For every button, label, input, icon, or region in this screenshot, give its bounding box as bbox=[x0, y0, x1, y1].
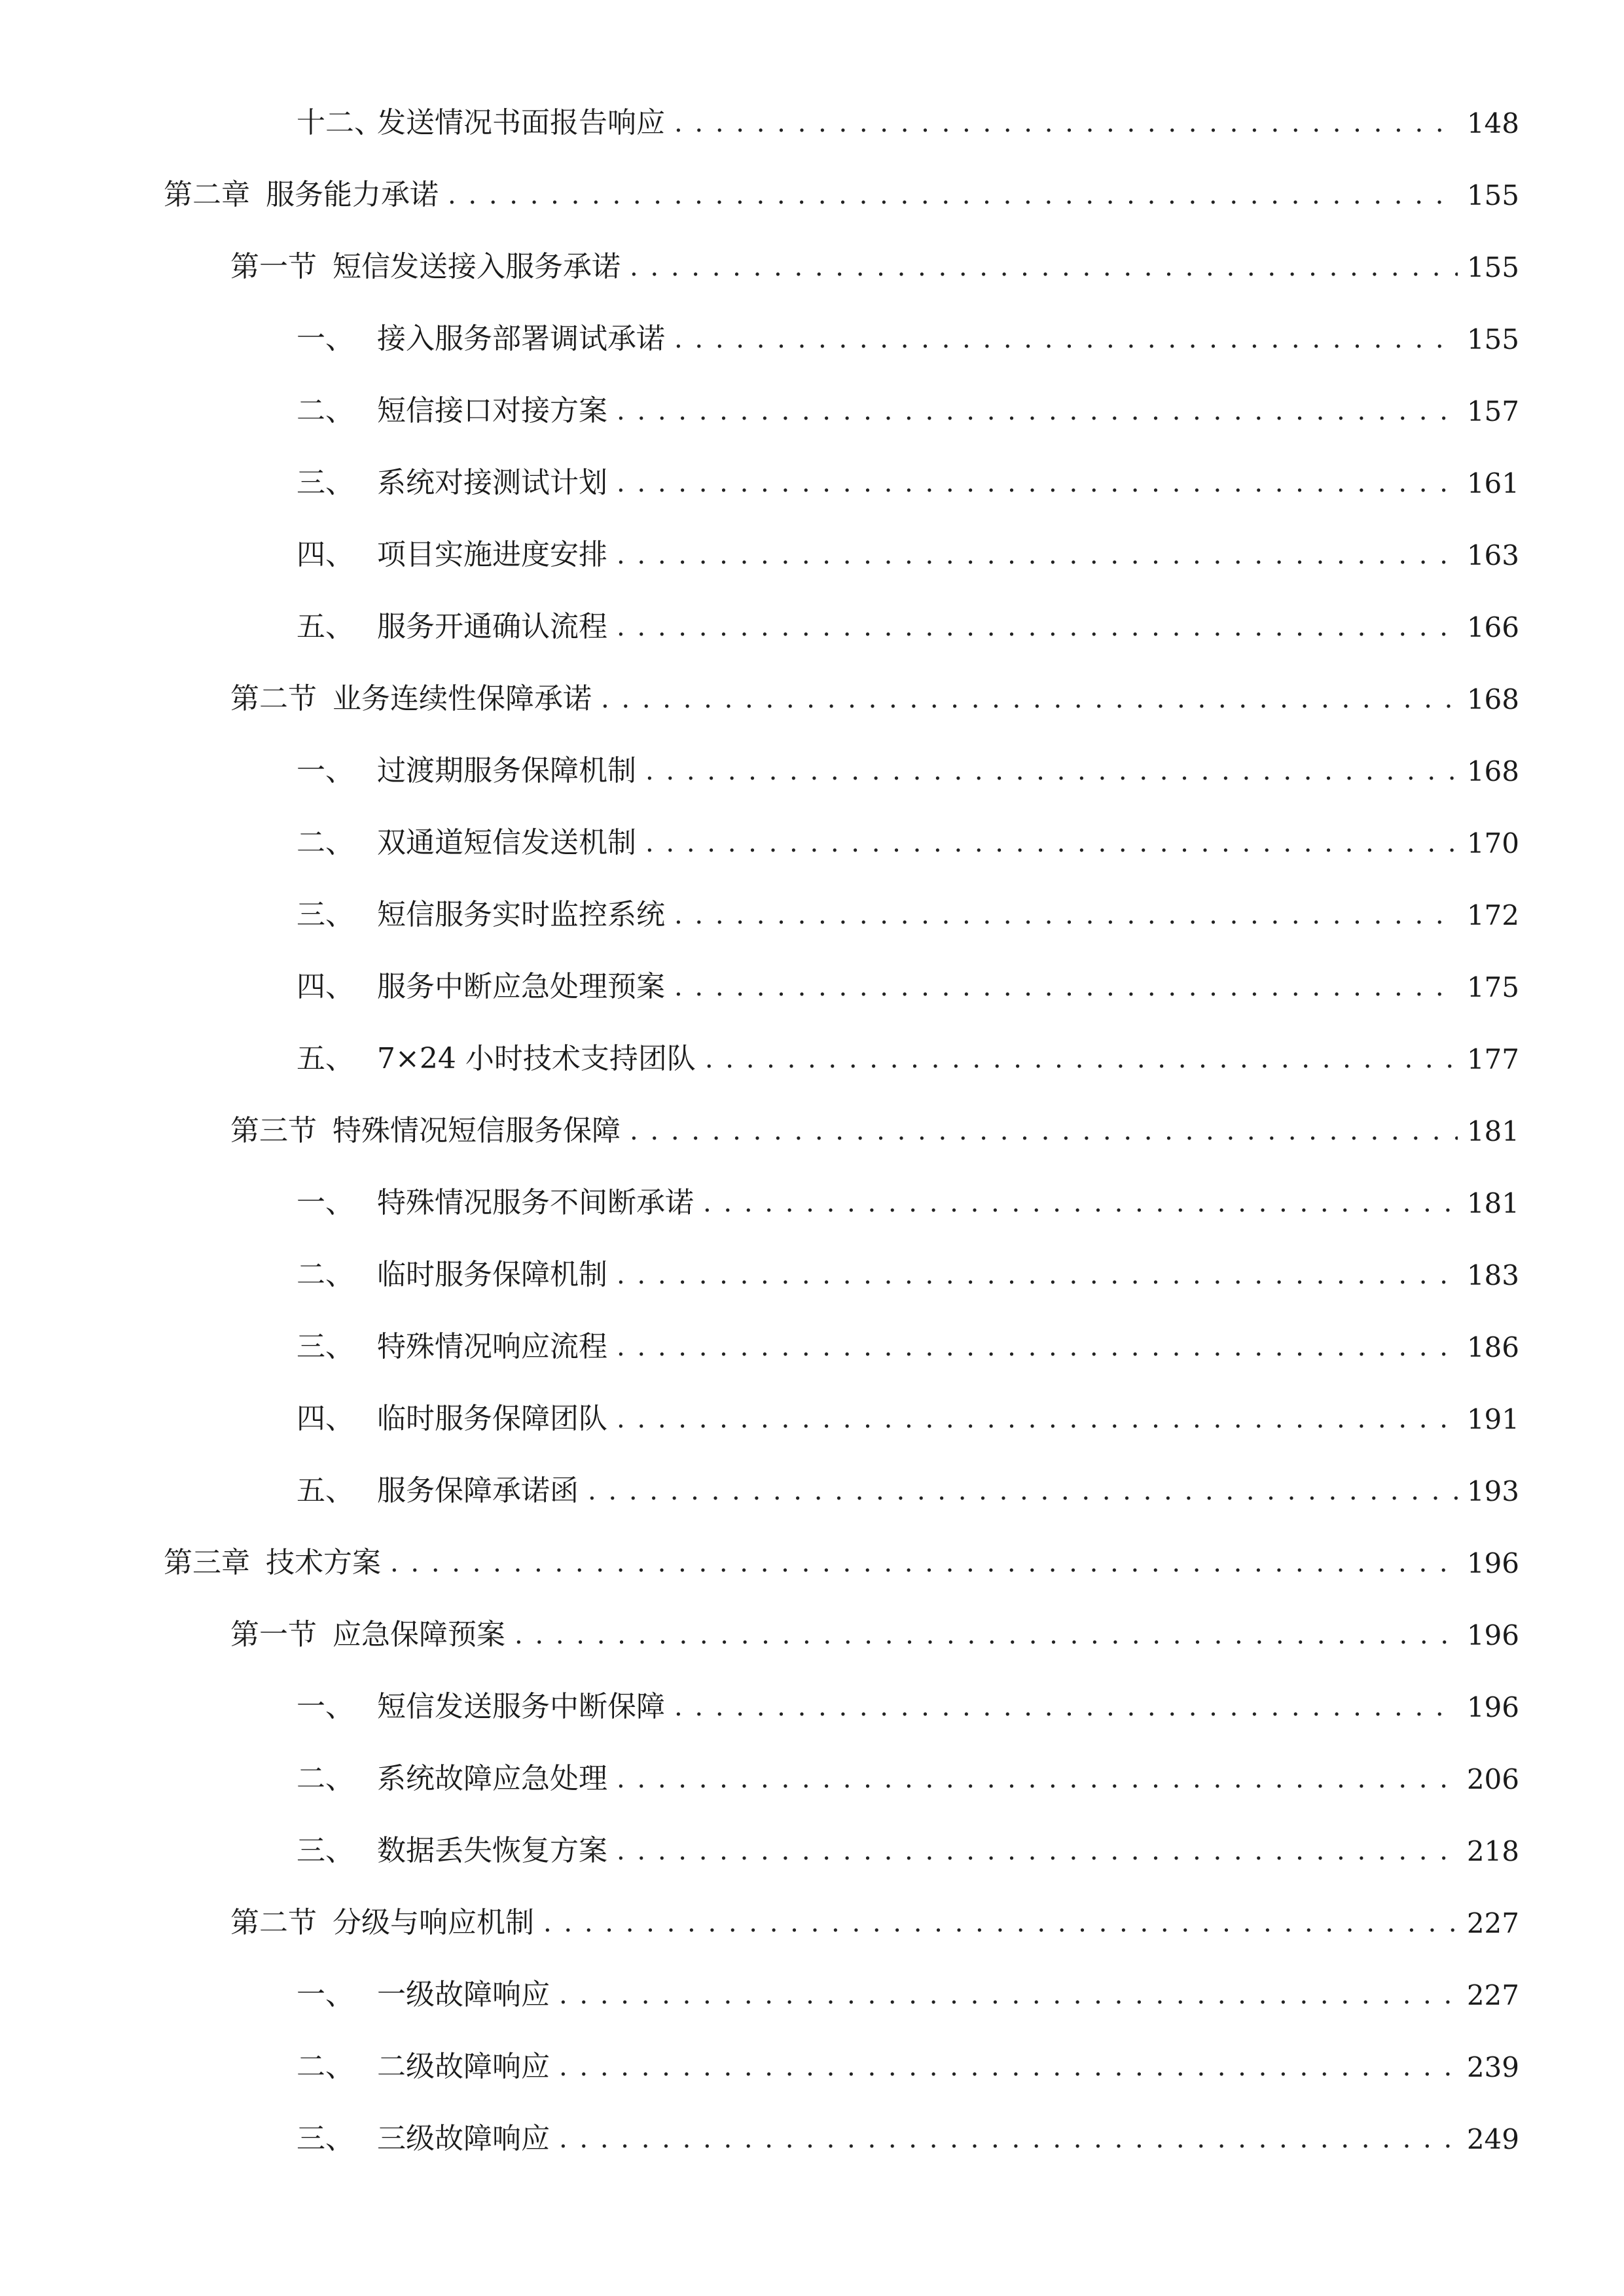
toc-entry[interactable] bbox=[230, 668, 1519, 713]
toc-entry-number: 二、 bbox=[297, 826, 354, 859]
toc-entry-number: 三、 bbox=[297, 466, 354, 499]
toc-entry-page: 170 bbox=[1466, 827, 1519, 859]
toc-entry-number: 三、 bbox=[297, 1834, 354, 1867]
toc-entry-page: 155 bbox=[1466, 179, 1519, 211]
dot-leader bbox=[559, 1978, 1458, 2009]
toc-entry[interactable] bbox=[297, 596, 1519, 641]
toc-entry-page: 196 bbox=[1466, 1547, 1519, 1579]
toc-entry[interactable] bbox=[230, 236, 1519, 281]
toc-entry-number: 三、 bbox=[297, 2122, 354, 2155]
toc-entry-number: 二、 bbox=[297, 1762, 354, 1795]
toc-entry[interactable] bbox=[297, 524, 1519, 569]
toc-entry-title: 服务能力承诺 bbox=[266, 178, 439, 211]
dot-leader bbox=[559, 2050, 1458, 2081]
toc-entry-title: 短信发送接入服务承诺 bbox=[333, 250, 621, 283]
toc-entry-page: 196 bbox=[1466, 1619, 1519, 1651]
toc-entry-number: 一、 bbox=[297, 1978, 354, 2011]
toc-entry-title: 服务保障承诺函 bbox=[377, 1474, 579, 1507]
toc-entry-title: 技术方案 bbox=[266, 1546, 381, 1579]
toc-entry[interactable] bbox=[297, 1820, 1519, 1865]
toc-entry[interactable] bbox=[297, 1748, 1519, 1793]
toc-entry-title: 应急保障预案 bbox=[333, 1618, 505, 1651]
toc-entry-title: 系统对接测试计划 bbox=[377, 466, 607, 499]
toc-entry-number: 四、 bbox=[297, 538, 354, 571]
dot-leader bbox=[617, 1330, 1458, 1361]
toc-entry-page: 183 bbox=[1466, 1259, 1519, 1291]
toc-entry-title: 业务连续性保障承诺 bbox=[333, 682, 592, 715]
toc-entry-number: 二、 bbox=[297, 2050, 354, 2083]
toc-entry[interactable] bbox=[297, 740, 1519, 785]
dot-leader bbox=[617, 1258, 1458, 1289]
toc-entry-page: 186 bbox=[1466, 1331, 1519, 1363]
toc-entry[interactable] bbox=[297, 1244, 1519, 1289]
toc-entry-number: 一、 bbox=[297, 754, 354, 787]
dot-leader bbox=[514, 1618, 1458, 1649]
toc-entry[interactable] bbox=[297, 1172, 1519, 1217]
dot-leader bbox=[448, 178, 1458, 209]
toc-entry-page: 196 bbox=[1466, 1691, 1519, 1723]
toc-entry-page: 227 bbox=[1466, 1979, 1519, 2011]
toc-entry-title: 一级故障响应 bbox=[377, 1978, 550, 2011]
toc-entry-page: 166 bbox=[1466, 611, 1519, 643]
toc-entry[interactable] bbox=[297, 380, 1519, 425]
toc-entry-page: 239 bbox=[1466, 2051, 1519, 2083]
toc-entry-page: 227 bbox=[1466, 1907, 1519, 1939]
toc-entry[interactable] bbox=[230, 1604, 1519, 1649]
toc-entry-page: 177 bbox=[1466, 1043, 1519, 1075]
toc-entry[interactable] bbox=[297, 452, 1519, 497]
dot-leader bbox=[645, 826, 1458, 857]
toc-entry-number: 一、 bbox=[297, 322, 354, 355]
toc-entry[interactable] bbox=[230, 1100, 1519, 1145]
toc-entry-number: 一、 bbox=[297, 1186, 354, 1219]
toc-entry-title: 三级故障响应 bbox=[377, 2122, 550, 2155]
toc-entry-page: 155 bbox=[1466, 323, 1519, 355]
dot-leader bbox=[617, 610, 1458, 641]
dot-leader bbox=[705, 1042, 1458, 1073]
dot-leader bbox=[559, 2122, 1458, 2153]
toc-entry-page: 155 bbox=[1466, 251, 1519, 283]
toc-entry-number: 第一节 bbox=[230, 1618, 317, 1651]
toc-entry-page: 206 bbox=[1466, 1763, 1519, 1795]
toc-entry-page: 218 bbox=[1466, 1835, 1519, 1867]
toc-entry-number: 第二节 bbox=[230, 1906, 317, 1939]
toc-entry[interactable] bbox=[164, 1532, 1519, 1577]
toc-entry-title: 系统故障应急处理 bbox=[377, 1762, 607, 1795]
toc-entry[interactable] bbox=[297, 92, 1519, 137]
dot-leader bbox=[617, 1402, 1458, 1433]
dot-leader bbox=[630, 250, 1458, 281]
dot-leader bbox=[390, 1546, 1458, 1577]
toc-entry[interactable] bbox=[297, 1028, 1519, 1073]
dot-leader bbox=[703, 1186, 1458, 1217]
toc-entry-title: 服务开通确认流程 bbox=[377, 610, 607, 643]
toc-entry-page: 181 bbox=[1466, 1187, 1519, 1219]
toc-entry-number: 四、 bbox=[297, 1402, 354, 1435]
toc-entry-number: 五、 bbox=[297, 1042, 354, 1075]
toc-entry-title: 7×24 小时技术支持团队 bbox=[377, 1042, 696, 1075]
dot-leader bbox=[674, 106, 1458, 137]
toc-entry-number: 第一节 bbox=[230, 250, 317, 283]
toc-entry[interactable] bbox=[297, 956, 1519, 1001]
toc-entry-number: 第二章 bbox=[164, 178, 250, 211]
toc-entry-page: 168 bbox=[1466, 683, 1519, 715]
toc-entry-page: 175 bbox=[1466, 971, 1519, 1003]
toc-entry-number: 二、 bbox=[297, 394, 354, 427]
dot-leader bbox=[617, 1762, 1458, 1793]
toc-entry-number: 第三节 bbox=[230, 1114, 317, 1147]
toc-entry-page: 148 bbox=[1466, 107, 1519, 139]
toc-entry-number: 二、 bbox=[297, 1258, 354, 1291]
toc-entry-page: 181 bbox=[1466, 1115, 1519, 1147]
toc-entry-title: 项目实施进度安排 bbox=[377, 538, 607, 571]
toc-entry-page: 157 bbox=[1466, 395, 1519, 427]
toc-entry-title: 特殊情况响应流程 bbox=[377, 1330, 607, 1363]
dot-leader bbox=[645, 754, 1458, 785]
toc-entry-title: 双通道短信发送机制 bbox=[377, 826, 636, 859]
toc-entry-title: 临时服务保障团队 bbox=[377, 1402, 607, 1435]
toc-entry[interactable] bbox=[230, 1892, 1519, 1937]
toc-entry-number: 第二节 bbox=[230, 682, 317, 715]
toc-entry-number: 一、 bbox=[297, 1690, 354, 1723]
toc-entry[interactable] bbox=[297, 812, 1519, 857]
toc-entry[interactable] bbox=[297, 308, 1519, 353]
toc-entry-page: 193 bbox=[1466, 1475, 1519, 1507]
toc-entry-title: 短信发送服务中断保障 bbox=[377, 1690, 665, 1723]
toc-entry-number: 五、 bbox=[297, 1474, 354, 1507]
toc-entry-page: 168 bbox=[1466, 755, 1519, 787]
dot-leader bbox=[674, 322, 1458, 353]
toc-entry-title: 数据丢失恢复方案 bbox=[377, 1834, 607, 1867]
dot-leader bbox=[601, 682, 1458, 713]
dot-leader bbox=[617, 466, 1458, 497]
toc-entry[interactable] bbox=[297, 1316, 1519, 1361]
toc-entry-title: 发送情况书面报告响应 bbox=[377, 106, 665, 139]
toc-entry-title: 接入服务部署调试承诺 bbox=[377, 322, 665, 355]
toc-entry-number: 四、 bbox=[297, 970, 354, 1003]
dot-leader bbox=[617, 394, 1458, 425]
dot-leader bbox=[588, 1474, 1458, 1505]
toc-entry-page: 161 bbox=[1466, 467, 1519, 499]
toc-entry-title: 短信接口对接方案 bbox=[377, 394, 607, 427]
toc-entry[interactable] bbox=[297, 1388, 1519, 1433]
toc-entry-title: 二级故障响应 bbox=[377, 2050, 550, 2083]
toc-entry-page: 163 bbox=[1466, 539, 1519, 571]
toc-entry-number: 第三章 bbox=[164, 1546, 250, 1579]
toc-entry-title: 短信服务实时监控系统 bbox=[377, 898, 665, 931]
dot-leader bbox=[674, 1690, 1458, 1721]
toc-entry-number: 十二、 bbox=[297, 106, 383, 139]
toc-entry[interactable] bbox=[297, 884, 1519, 929]
toc-entry-page: 172 bbox=[1466, 899, 1519, 931]
toc-entry-number: 五、 bbox=[297, 610, 354, 643]
toc-entry-title: 临时服务保障机制 bbox=[377, 1258, 607, 1291]
dot-leader bbox=[674, 898, 1458, 929]
dot-leader bbox=[617, 538, 1458, 569]
toc-entry[interactable] bbox=[297, 2108, 1519, 2153]
toc-entry-title: 特殊情况短信服务保障 bbox=[333, 1114, 621, 1147]
toc-entry-title: 过渡期服务保障机制 bbox=[377, 754, 636, 787]
dot-leader bbox=[617, 1834, 1458, 1865]
toc-entry-title: 服务中断应急处理预案 bbox=[377, 970, 665, 1003]
toc-entry[interactable] bbox=[297, 1964, 1519, 2009]
toc-entry-title: 特殊情况服务不间断承诺 bbox=[377, 1186, 694, 1219]
toc-entry-number: 三、 bbox=[297, 1330, 354, 1363]
toc-entry[interactable] bbox=[297, 1676, 1519, 1721]
toc-entry[interactable] bbox=[297, 1460, 1519, 1505]
toc-entry[interactable] bbox=[164, 164, 1519, 209]
dot-leader bbox=[543, 1906, 1458, 1937]
toc-entry-title: 分级与响应机制 bbox=[333, 1906, 534, 1939]
toc-entry[interactable] bbox=[297, 2036, 1519, 2081]
dot-leader bbox=[630, 1114, 1458, 1145]
toc-entry-number: 三、 bbox=[297, 898, 354, 931]
dot-leader bbox=[674, 970, 1458, 1001]
toc-entry-page: 249 bbox=[1466, 2123, 1519, 2155]
toc-entry-page: 191 bbox=[1466, 1403, 1519, 1435]
